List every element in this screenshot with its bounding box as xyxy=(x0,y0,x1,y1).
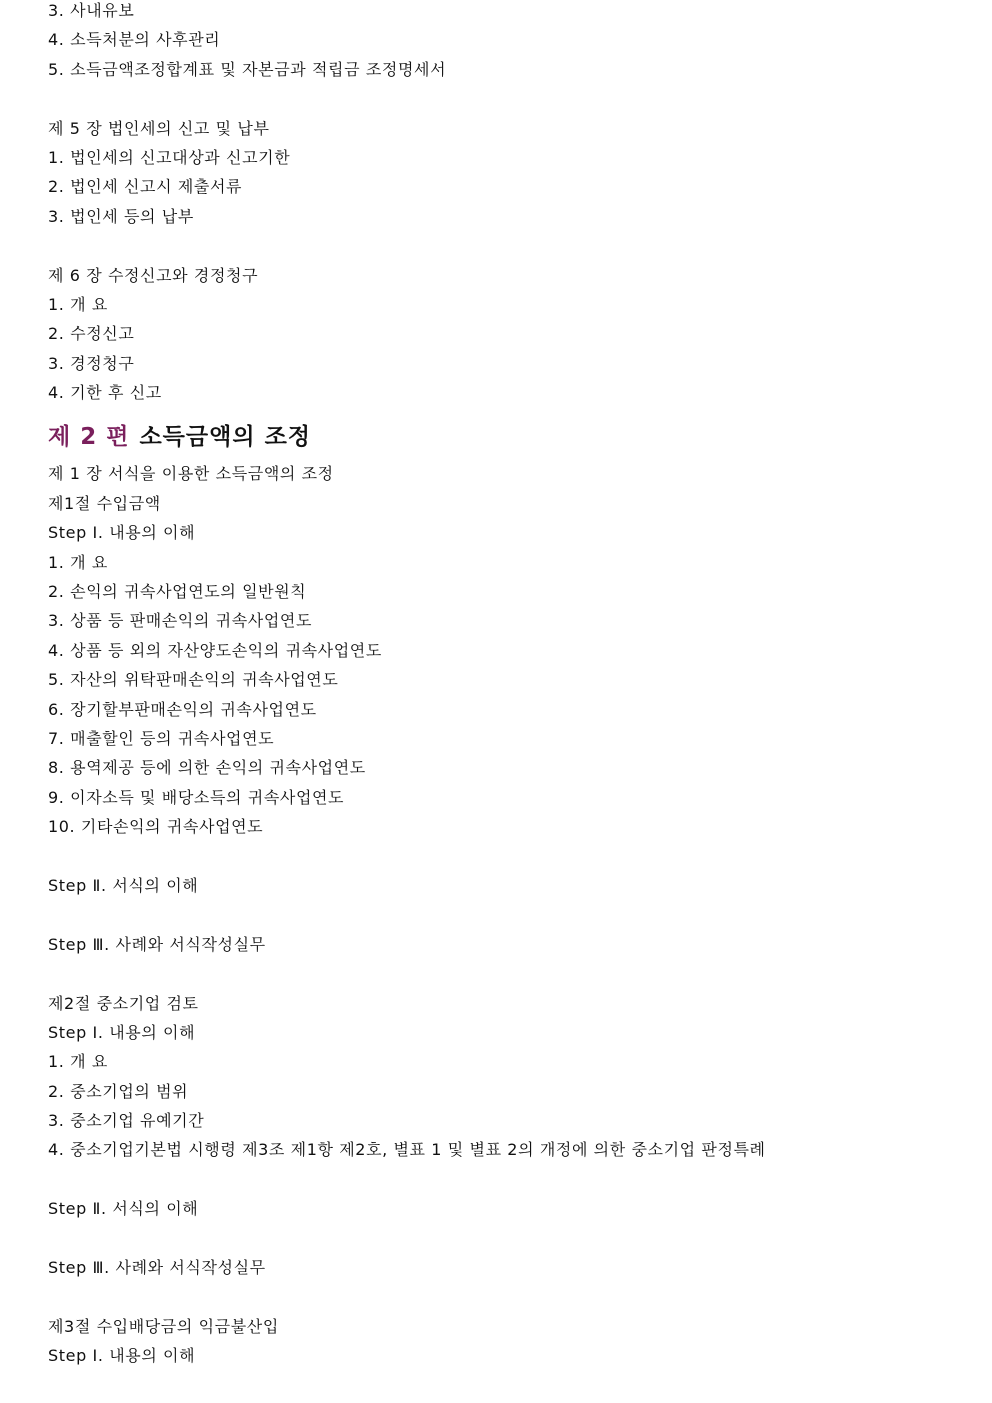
toc-line: Step Ⅱ. 서식의 이해 xyxy=(48,1199,199,1219)
toc-line: 1. 법인세의 신고대상과 신고기한 xyxy=(48,147,291,167)
toc-line: 3. 사내유보 xyxy=(48,1,135,20)
toc-line: 3. 경정청구 xyxy=(48,353,135,373)
toc-line: 3. 법인세 등의 납부 xyxy=(48,206,194,226)
toc-line: 제2절 중소기업 검토 xyxy=(48,993,199,1013)
toc-line: 제 6 장 수정신고와 경정청구 xyxy=(48,265,259,285)
blank-line xyxy=(48,842,968,871)
toc-section-part2 xyxy=(48,459,968,1370)
toc-line: Step Ⅲ. 사례와 서식작성실무 xyxy=(48,1258,266,1278)
blank-line xyxy=(48,1282,968,1311)
toc-line: 4. 기한 후 신고 xyxy=(48,383,162,403)
part-number: 제 2 편 xyxy=(48,424,130,451)
toc-line: 10. 기타손익의 귀속사업연도 xyxy=(48,817,264,837)
toc-line: 1. 개 요 xyxy=(48,294,108,314)
toc-line: 2. 중소기업의 범위 xyxy=(48,1081,189,1101)
toc-line: Step Ⅲ. 사례와 서식작성실무 xyxy=(48,934,266,954)
toc-line: 2. 손익의 귀속사업연도의 일반원칙 xyxy=(48,582,307,602)
toc-line: 5. 자산의 위탁판매손익의 귀속사업연도 xyxy=(48,670,339,690)
toc-line: 1. 개 요 xyxy=(48,552,108,572)
toc-line: Step Ⅰ. 내용의 이해 xyxy=(48,1022,196,1042)
toc-line: 8. 용역제공 등에 의한 손익의 귀속사업연도 xyxy=(48,758,366,778)
blank-line xyxy=(48,1165,968,1194)
toc-line: Step Ⅰ. 내용의 이해 xyxy=(48,523,196,543)
toc-line: Step Ⅰ. 내용의 이해 xyxy=(48,1346,196,1366)
toc-line: 4. 중소기업기본법 시행령 제3조 제1항 제2호, 별표 1 및 별표 2의 개정에 의한 중소기업 판정특례 xyxy=(48,1140,766,1160)
part-heading xyxy=(48,415,968,459)
toc-line: 3. 중소기업 유예기간 xyxy=(48,1111,205,1131)
toc-line: 3. 상품 등 판매손익의 귀속사업연도 xyxy=(48,611,312,631)
toc-line: 제 1 장 서식을 이용한 소득금액의 조정 xyxy=(48,464,334,484)
toc-line: 1. 개 요 xyxy=(48,1052,108,1072)
blank-line xyxy=(48,84,968,113)
toc-line: 5. 소득금액조정합계표 및 자본금과 적립금 조정명세서 xyxy=(48,59,447,79)
toc-line: 4. 상품 등 외의 자산양도손익의 귀속사업연도 xyxy=(48,640,382,660)
toc-line: 제 5 장 법인세의 신고 및 납부 xyxy=(48,118,270,138)
part-title: 소득금액의 조정 xyxy=(139,424,312,451)
blank-line xyxy=(48,900,968,929)
toc-section-part1 xyxy=(48,0,968,407)
toc-line: 2. 수정신고 xyxy=(48,324,135,344)
blank-line xyxy=(48,959,968,988)
toc-line: 7. 매출할인 등의 귀속사업연도 xyxy=(48,728,275,748)
toc-line: 2. 법인세 신고시 제출서류 xyxy=(48,177,243,197)
toc-line: 제1절 수입금액 xyxy=(48,493,161,513)
toc-line: 제3절 수입배당금의 익금불산입 xyxy=(48,1316,279,1336)
toc-line: 6. 장기할부판매손익의 귀속사업연도 xyxy=(48,699,317,719)
toc-line: Step Ⅱ. 서식의 이해 xyxy=(48,875,199,895)
blank-line xyxy=(48,231,968,260)
blank-line xyxy=(48,1224,968,1253)
toc-line: 4. 소득처분의 사후관리 xyxy=(48,30,221,50)
toc-line: 9. 이자소득 및 배당소득의 귀속사업연도 xyxy=(48,787,345,807)
document-page xyxy=(48,0,968,1371)
